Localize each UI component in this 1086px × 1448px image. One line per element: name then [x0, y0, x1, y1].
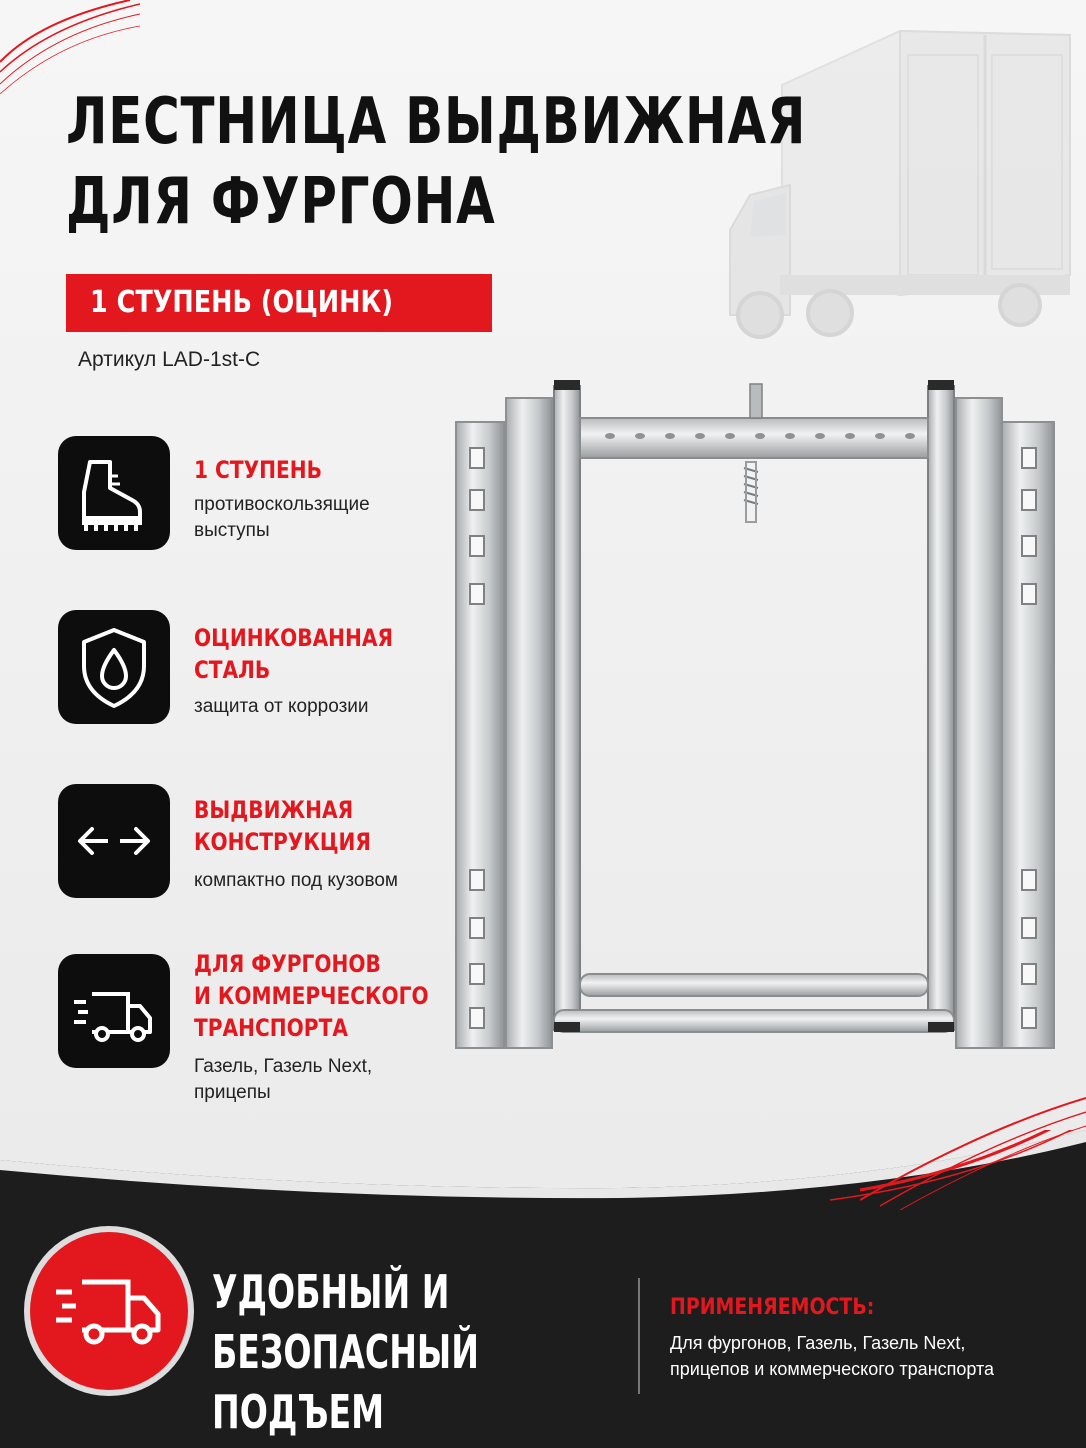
applicability-text: Для фургонов, Газель, Газель Next, прицепов и коммерческого транспорта — [670, 1333, 995, 1379]
feature-title: 1 СТУПЕНЬ — [194, 456, 323, 484]
shield-drop-icon — [70, 622, 158, 712]
feature-title: ВЫДВИЖНАЯ КОНСТРУКЦИЯ — [194, 796, 371, 856]
feature-desc: компактно под кузовом — [194, 870, 398, 891]
footer-divider — [638, 1278, 640, 1394]
feature-title: ДЛЯ ФУРГОНОВ И КОММЕРЧЕСКОГО ТРАНСПОРТА — [194, 950, 429, 1042]
sku-label: Артикул LAD-1st-C — [78, 348, 261, 371]
arrows-horizontal-icon — [70, 796, 158, 886]
ladder-product-image — [450, 378, 1060, 1058]
subtitle-text: 1 СТУПЕНЬ (ОЦИНК) — [90, 285, 393, 320]
feature-icon-box — [58, 610, 170, 724]
feature-desc: Газель, Газель Next, прицепы — [194, 1056, 373, 1103]
feature-title: ОЦИНКОВАННАЯ СТАЛЬ — [194, 624, 394, 684]
applicability-title: ПРИМЕНЯЕМОСТЬ: — [670, 1295, 875, 1320]
boot-icon — [70, 448, 158, 538]
feature-icon-box — [58, 954, 170, 1068]
decorative-arcs-bottom-right — [860, 1090, 1086, 1210]
fast-truck-icon — [70, 966, 158, 1056]
footer-slogan: УДОБНЫЙ И БЕЗОПАСНЫЙ ПОДЪЕМ — [212, 1265, 479, 1439]
subtitle-banner — [66, 274, 492, 332]
feature-icon-box — [58, 436, 170, 550]
feature-icon-box — [58, 784, 170, 898]
feature-desc: защита от коррозии — [194, 696, 369, 717]
page-title: ЛЕСТНИЦА ВЫДВИЖНАЯ ДЛЯ ФУРГОНА — [66, 85, 807, 239]
feature-desc: противоскользящие выступы — [194, 494, 370, 541]
fast-truck-icon — [52, 1268, 168, 1354]
truck-badge — [30, 1232, 188, 1390]
